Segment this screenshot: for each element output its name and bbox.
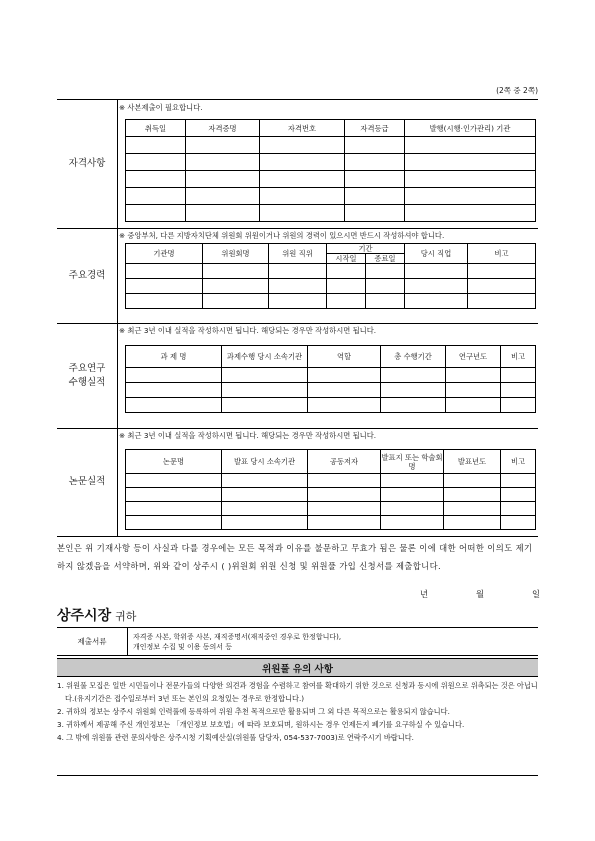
qualification-label: 자격사항 [57,100,118,228]
submission-label: 제출서류 [57,628,128,655]
research-label [57,323,118,428]
date-line [420,588,540,600]
qualification-note: ※ 사본제출이 필요합니다. [119,103,203,112]
col-start-date: 시작일 [327,254,366,264]
col-certificate: 자격증명 [186,120,260,137]
recipient [57,605,136,625]
career-label: 주요경력 [57,228,118,323]
table-row [126,502,536,516]
research-label-line1: 주요연구 [68,362,106,374]
table-row [126,398,536,413]
col-affiliation: 발표 당시 소속기관 [222,450,308,474]
col-remark: 비고 [468,244,536,264]
career-table [125,243,536,309]
recipient-name: 상주시장 [57,608,112,624]
submission-docs-line1: 자격증 사본, 학위증 사본, 재직증명서(재직중인 경우로 한정합니다), [133,633,342,641]
table-row [126,188,536,205]
bottom-rule [57,775,538,776]
research-note: ※ 최근 3년 이내 실적을 작성하시면 됩니다. 해당되는 경우만 작성하시면 됩니다. [119,326,377,335]
col-coauthors: 공동저자 [308,450,381,474]
qualification-table [125,119,536,222]
papers-note: ※ 최근 3년 이내 실적을 작성하시면 됩니다. 해당되는 경우만 작성하시면 됩니다. [119,431,377,440]
col-period: 기간 [327,244,405,254]
notice-item-4: 4. 그 밖에 위원풀 관련 문의사항은 상주시청 기획예산실(위원풀 담당자, 054-537-7003)로 연락주시기 바랍니다. [57,733,414,742]
col-cert-number: 자격번호 [260,120,345,137]
research-section [57,323,538,429]
notice-title: 위원풀 유의 사항 [57,658,538,677]
table-row [126,516,536,530]
col-affiliation: 과제수행 당시 소속기관 [222,346,308,368]
table-row [126,154,536,171]
col-total-period: 총 수행기간 [381,346,446,368]
recipient-suffix: 귀하 [115,610,137,623]
notice-item-2: 2. 귀하의 정보는 상주시 위원회 인력풀에 등록하여 위원 추천 목적으로만 활용되며 그 외 다른 목적으로는 활용되지 않습니다. [57,707,450,716]
col-research-year: 연구년도 [446,346,501,368]
career-section [57,228,538,324]
date-month: 월 [475,589,484,599]
col-journal: 발표지 또는 학술회 명 [381,450,444,474]
papers-label: 논문실적 [57,428,118,536]
table-row [126,205,536,222]
table-row [126,368,536,383]
table-row [126,383,536,398]
table-row [126,137,536,154]
declaration-text: 본인은 위 기재사항 등이 사실과 다를 경우에는 모든 목적과 이유를 불문하고 무효가 됨은 물론 이에 대한 어떠한 이의도 제기하지 않겠음을 서약하며, 위와 같이 상주시 ( )위원회 위원 신청 및 위원풀 가입 신청서를 제출합니다. [57,543,533,571]
col-position: 위원 직위 [269,244,327,264]
qualification-section [57,100,538,229]
career-note: ※ 중앙부처, 다른 지방자치단체 위원회 위원이거나 위원의 경력이 있으시면 반드시 작성하셔야 합니다. [119,231,445,240]
research-label-line2: 수행실적 [68,376,106,388]
submission-docs-line2: 개인정보 수집 및 이용 동의서 등 [133,643,233,651]
papers-section [57,428,538,537]
table-row [126,279,536,294]
col-remark: 비고 [501,346,536,368]
col-job: 당시 직업 [405,244,468,264]
col-acquired-date: 취득일 [126,120,186,137]
date-year: 년 [420,589,429,599]
papers-table [125,449,536,530]
table-row [126,171,536,188]
col-cert-grade: 자격등급 [345,120,405,137]
table-row [126,488,536,502]
date-day: 일 [531,589,540,599]
submission-docs-box [57,627,538,656]
table-row [126,294,536,309]
col-publish-year: 발표년도 [444,450,501,474]
table-row [126,264,536,279]
research-table [125,345,536,413]
col-end-date: 종료일 [366,254,405,264]
page-number: (2쪽 중 2쪽) [496,86,538,95]
col-project-name: 과 제 명 [126,346,222,368]
col-paper-title: 논문명 [126,450,222,474]
table-row [126,474,536,488]
col-issuer: 발행(시행·인가관리) 기관 [405,120,536,137]
notice-list [57,679,538,744]
col-remark: 비고 [501,450,536,474]
notice-item-1: 1. 위원풀 모집은 일반 시민들이나 전문가들의 다양한 의견과 경험을 수렴하고 참여를 확대하기 위한 것으로 신청과 동시에 위원으로 위촉되는 것은 아닙니다.(유지기간은 접수일로부터 3년 또는 본인의 요청있는 경우로 한정합니다.) [57,681,538,703]
submission-docs [133,632,341,652]
col-role: 역할 [308,346,381,368]
col-org-name: 기관명 [126,244,203,264]
col-committee-name: 위원회명 [203,244,269,264]
notice-item-3: 3. 귀하께서 제공해 주신 개인정보는 「개인정보 보호법」에 따라 보호되며, 원하시는 경우 언제든지 폐기를 요구하실 수 있습니다. [57,720,465,729]
